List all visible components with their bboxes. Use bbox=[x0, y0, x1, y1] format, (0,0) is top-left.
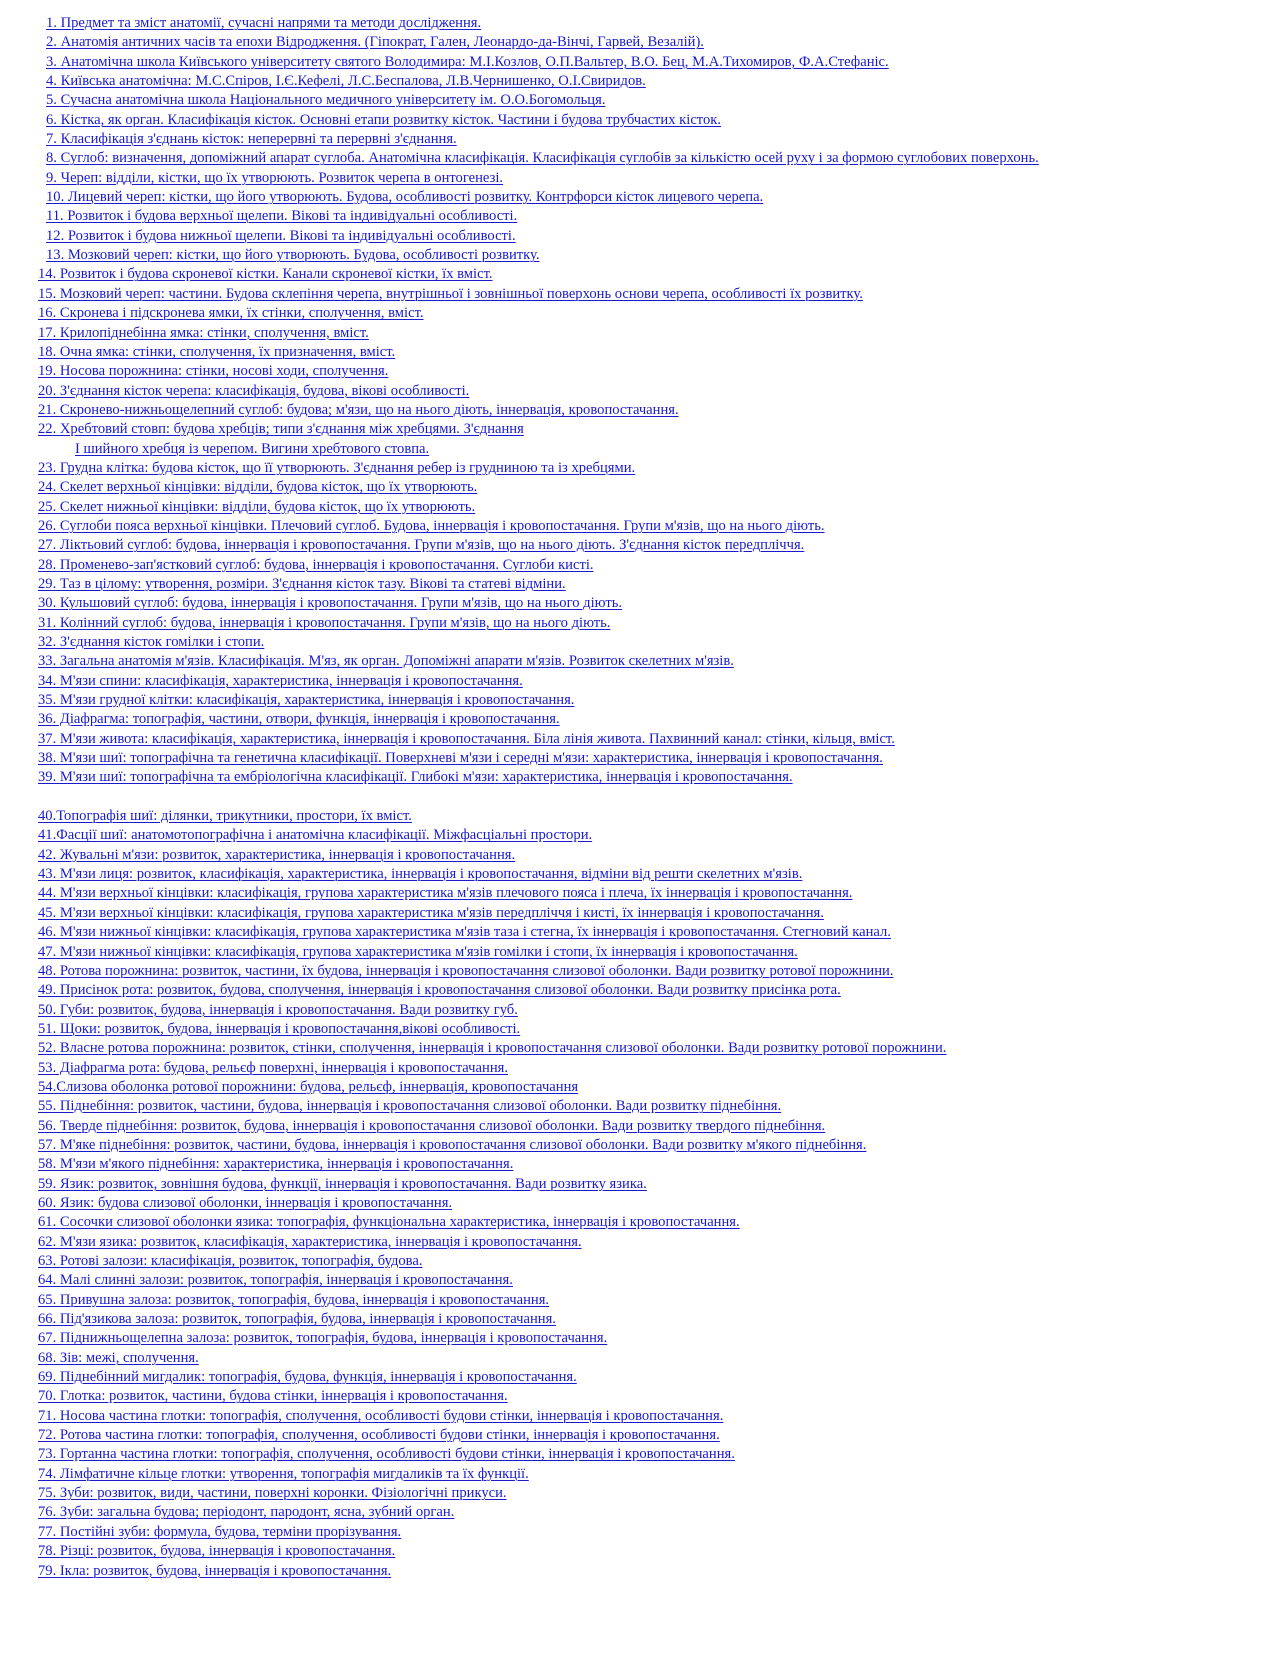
question-link[interactable]: 38. М'язи шиї: топографічна та генетична класифікації. Поверхневі м'язи і середні м'язи: характеристика, іннервація і кровопостачання. bbox=[38, 750, 883, 767]
list-item bbox=[38, 633, 1268, 652]
list-item bbox=[38, 943, 1268, 962]
question-link[interactable]: 29. Таз в цілому: утворення, розміри. З'єднання кісток тазу. Вікові та статеві відміни. bbox=[38, 575, 566, 592]
question-link[interactable]: 4. Київська анатомічна: М.С.Спіров, І.Є.Кефелі, Л.С.Беспалова, Л.В.Чернишенко, О.І.Свиридов. bbox=[46, 73, 646, 90]
question-link[interactable]: 39. М'язи шиї: топографічна та ембріологічна класифікації. Глибокі м'язи: характеристика, іннервація і кровопостачання. bbox=[38, 769, 793, 786]
list-item bbox=[38, 1368, 1268, 1387]
question-link[interactable]: 48. Ротова порожнина: розвиток, частини, їх будова, іннервація і кровопостачання слизової оболонки. Вади розвитку ротової порожнини. bbox=[38, 962, 894, 979]
list-item bbox=[38, 420, 1268, 439]
list-item bbox=[38, 1155, 1268, 1174]
question-link[interactable]: 1. Предмет та зміст анатомії, сучасні напрями та методи дослідження. bbox=[46, 15, 482, 31]
question-link[interactable]: 75. Зуби: розвиток, види, частини, поверхні коронки. Фізіологічні прикуси. bbox=[38, 1485, 507, 1502]
list-item bbox=[38, 710, 1268, 729]
list-item bbox=[38, 304, 1268, 323]
list-item bbox=[38, 1503, 1268, 1522]
question-link[interactable]: 46. М'язи нижньої кінцівки: класифікація, групова характеристика м'язів таза і стегна, їх іннервація і кровопостачання. Стегновий канал. bbox=[38, 924, 891, 941]
list-item bbox=[38, 730, 1268, 749]
list-item bbox=[38, 1329, 1268, 1348]
list-item bbox=[38, 962, 1268, 981]
list-item bbox=[38, 1175, 1268, 1194]
list-item bbox=[38, 207, 1268, 226]
question-link[interactable]: 76. Зуби: загальна будова; періодонт, пародонт, ясна, зубний орган. bbox=[38, 1504, 455, 1521]
list-item bbox=[38, 1233, 1268, 1252]
question-link[interactable]: 77. Постійні зуби: формула, будова, терміни прорізування. bbox=[38, 1523, 402, 1540]
list-item bbox=[38, 53, 1268, 72]
list-item bbox=[38, 1542, 1268, 1561]
question-link[interactable]: 32. З'єднання кісток гомілки і стопи. bbox=[38, 634, 265, 650]
list-item bbox=[38, 227, 1268, 246]
list-item bbox=[38, 1194, 1268, 1213]
list-item bbox=[38, 1387, 1268, 1406]
question-link[interactable]: 19. Носова порожнина: стінки, носові ходи, сполучення. bbox=[38, 363, 389, 380]
list-item bbox=[38, 72, 1268, 91]
question-link[interactable]: 64. Малі слинні залози: розвиток, топографія, іннервація і кровопостачання. bbox=[38, 1272, 513, 1289]
question-link[interactable]: 58. М'язи м'якого піднебіння: характеристика, іннервація і кровопостачання. bbox=[38, 1156, 514, 1173]
list-item bbox=[38, 343, 1268, 362]
question-link[interactable]: 5. Сучасна анатомічна школа Національного медичного університету ім. О.О.Богомольця. bbox=[46, 92, 606, 109]
list-item bbox=[38, 652, 1268, 671]
question-link[interactable]: 33. Загальна анатомія м'язів. Класифікація. М'яз, як орган. Допоміжні апарати м'язів. Розвиток скелетних м'язів. bbox=[38, 653, 734, 670]
list-item bbox=[38, 807, 1268, 826]
list-item bbox=[38, 188, 1268, 207]
question-link[interactable]: 2. Анатомія античних часів та епохи Відродження. (Гіпократ, Гален, Леонардо-да-Вінчі, Гарвей, Везалій). bbox=[46, 34, 704, 51]
list-item bbox=[38, 91, 1268, 110]
question-link[interactable]: 34. М'язи спини: класифікація, характеристика, іннервація і кровопостачання. bbox=[38, 672, 523, 689]
question-link[interactable]: 10. Лицевий череп: кістки, що його утворюють. Будова, особливості розвитку. Контрфорси кісток лицевого черепа. bbox=[46, 189, 764, 206]
question-link[interactable]: 3. Анатомічна школа Київського університету святого Володимира: М.І.Козлов, О.П.Вальтер, В.О. Бец, М.А.Тихомиров, Ф.А.Стефаніс. bbox=[46, 53, 889, 70]
list-item bbox=[38, 749, 1268, 768]
list-item bbox=[38, 1445, 1268, 1464]
list-item bbox=[38, 536, 1268, 555]
question-link[interactable]: 9. Череп: відділи, кістки, що їх утворюють. Розвиток черепа в онтогенезі. bbox=[46, 169, 504, 186]
question-link[interactable]: 63. Ротові залози: класифікація, розвиток, топографія, будова. bbox=[38, 1253, 423, 1269]
question-link[interactable]: 71. Носова частина глотки: топографія, сполучення, особливості будови стінки, іннервація і кровопостачання. bbox=[38, 1407, 724, 1424]
list-item bbox=[38, 1213, 1268, 1232]
question-link[interactable]: 11. Розвиток і будова верхньої щелепи. Вікові та індивідуальні особливості. bbox=[46, 208, 518, 225]
question-link[interactable]: 18. Очна ямка: стінки, сполучення, їх призначення, вміст. bbox=[38, 343, 396, 360]
question-link[interactable]: 50. Губи: розвиток, будова, іннервація і кровопостачання. Вади розвитку губ. bbox=[38, 1001, 518, 1018]
list-item bbox=[38, 478, 1268, 497]
question-link[interactable]: 49. Присінок рота: розвиток, будова, сполучення, іннервація і кровопостачання слизової оболонки. Вади розвитку присінка рота. bbox=[38, 982, 841, 999]
question-link[interactable]: 17. Крилопіднебінна ямка: стінки, сполучення, вміст. bbox=[38, 324, 369, 341]
list-item bbox=[38, 1039, 1268, 1058]
question-link[interactable]: 25. Скелет нижньої кінцівки: відділи, будова кісток, що їх утворюють. bbox=[38, 498, 476, 515]
question-link[interactable]: 57. М'яке піднебіння: розвиток, частини, будова, іннервація і кровопостачання слизової оболонки. Вади розвитку м'якого піднебіння. bbox=[38, 1136, 867, 1153]
question-link[interactable]: 67. Піднижньощелепна залоза: розвиток, топографія, будова, іннервація і кровопостачання. bbox=[38, 1330, 608, 1347]
question-link[interactable]: 72. Ротова частина глотки: топографія, сполучення, особливості будови стінки, іннервація і кровопостачання. bbox=[38, 1427, 720, 1444]
question-link[interactable]: 54.Слизова оболонка ротової порожнини: будова, рельєф, іннервація, кровопостачання bbox=[38, 1078, 579, 1095]
list-item bbox=[38, 981, 1268, 1000]
list-item bbox=[38, 691, 1268, 710]
list-item bbox=[38, 459, 1268, 478]
list-item bbox=[38, 865, 1268, 884]
question-link[interactable]: 30. Кульшовий суглоб: будова, іннервація і кровопостачання. Групи м'язів, що на нього діють. bbox=[38, 595, 623, 612]
list-item bbox=[38, 324, 1268, 343]
question-link[interactable]: 69. Піднебінний мигдалик: топографія, будова, функція, іннервація і кровопостачання. bbox=[38, 1369, 577, 1386]
question-link[interactable]: 14. Розвиток і будова скроневої кістки. Канали скроневої кістки, їх вміст. bbox=[38, 266, 493, 283]
list-item bbox=[38, 884, 1268, 903]
list-item bbox=[38, 1426, 1268, 1445]
list-item bbox=[38, 130, 1268, 149]
list-item bbox=[38, 672, 1268, 691]
question-link[interactable]: 8. Суглоб: визначення, допоміжний апарат суглоба. Анатомічна класифікація. Класифікація суглобів за кількістю осей руху і за формою суглобових поверхонь. bbox=[46, 150, 1039, 167]
list-item bbox=[38, 556, 1268, 575]
question-link[interactable]: 62. М'язи язика: розвиток, класифікація, характеристика, іннервація і кровопостачання. bbox=[38, 1233, 582, 1250]
question-link[interactable]: 61. Сосочки слизової оболонки язика: топографія, функціональна характеристика, іннервація і кровопостачання. bbox=[38, 1214, 740, 1231]
list-item bbox=[38, 1465, 1268, 1484]
question-link[interactable]: 22. Хребтовий стовп: будова хребців; типи з'єднання між хребцями. З'єднання bbox=[38, 421, 524, 438]
question-link[interactable]: 55. Піднебіння: розвиток, частини, будова, іннервація і кровопостачання слизової оболонки. Вади розвитку піднебіння. bbox=[38, 1098, 782, 1115]
list-item bbox=[38, 285, 1268, 304]
question-link[interactable]: 36. Діафрагма: топографія, частини, отвори, функція, іннервація і кровопостачання. bbox=[38, 711, 560, 728]
question-link[interactable]: 23. Грудна клітка: будова кісток, що її утворюють. З'єднання ребер із грудниною та із хребцями. bbox=[38, 459, 636, 476]
list-item bbox=[38, 904, 1268, 923]
question-link[interactable]: 73. Гортанна частина глотки: топографія, сполучення, особливості будови стінки, іннервація і кровопостачання. bbox=[38, 1446, 735, 1463]
list-item bbox=[38, 1136, 1268, 1155]
list-item bbox=[38, 594, 1268, 613]
question-link[interactable]: 13. Мозковий череп: кістки, що його утворюють. Будова, особливості розвитку. bbox=[46, 247, 540, 264]
question-link[interactable]: 26. Суглоби пояса верхньої кінцівки. Плечовий суглоб. Будова, іннервація і кровопостачання. Групи м'язів, що на нього діють. bbox=[38, 517, 825, 534]
question-link[interactable]: 70. Глотка: розвиток, частини, будова стінки, іннервація і кровопостачання. bbox=[38, 1388, 508, 1405]
question-link[interactable]: 79. Ікла: розвиток, будова, іннервація і кровопостачання. bbox=[38, 1562, 392, 1579]
list-item bbox=[38, 440, 1268, 459]
list-item bbox=[38, 1252, 1268, 1271]
question-link[interactable]: 51. Щоки: розвиток, будова, іннервація і кровопостачання,вікові особливості. bbox=[38, 1020, 521, 1037]
question-link[interactable]: 37. М'язи живота: класифікація, характеристика, іннервація і кровопостачання. Біла лінія живота. Пахвинний канал: стінки, кільця, вміст. bbox=[38, 730, 895, 747]
list-item bbox=[38, 1001, 1268, 1020]
list-item bbox=[38, 362, 1268, 381]
list-item bbox=[38, 1291, 1268, 1310]
question-link[interactable]: 6. Кістка, як орган. Класифікація кісток. Основні етапи розвитку кісток. Частини і будова трубчастих кісток. bbox=[46, 111, 722, 128]
list-item bbox=[38, 1097, 1268, 1116]
question-link[interactable]: 47. М'язи нижньої кінцівки: класифікація, групова характеристика м'язів гомілки і стопи, їх іннервація і кровопостачання. bbox=[38, 943, 798, 960]
question-link[interactable]: 42. Жувальні м'язи: розвиток, характеристика, іннервація і кровопостачання. bbox=[38, 846, 516, 863]
question-link[interactable]: 21. Скронево-нижньощелепний суглоб: будова; м'язи, що на нього діють, іннервація, кровопостачання. bbox=[38, 401, 679, 418]
list-item bbox=[38, 1271, 1268, 1290]
question-link[interactable]: I шийного хребця із черепом. Вигини хребтового стовпа. bbox=[75, 440, 430, 457]
question-link[interactable]: 45. М'язи верхньої кінцівки: класифікація, групова характеристика м'язів передпліччя і кисті, їх іннервація і кровопостачання. bbox=[38, 904, 824, 921]
list-item bbox=[38, 1562, 1268, 1581]
list-item bbox=[38, 1059, 1268, 1078]
question-link[interactable]: 40.Топографія шиї: ділянки, трикутники, простори, їх вміст. bbox=[38, 808, 412, 825]
question-link[interactable]: 28. Променево-зап'ястковий суглоб: будова, іннервація і кровопостачання. Суглоби кисті. bbox=[38, 556, 594, 573]
question-link[interactable]: 27. Ліктьовий суглоб: будова, іннервація і кровопостачання. Групи м'язів, що на нього діють. З'єднання кісток передпліччя. bbox=[38, 537, 805, 554]
list-item bbox=[38, 14, 1268, 33]
question-link[interactable]: 41.Фасції шиї: анатомотопографічна і анатомічна класифікації. Міжфасціальні простори. bbox=[38, 827, 593, 844]
question-link[interactable]: 43. М'язи лиця: розвиток, класифікація, характеристика, іннервація і кровопостачання, відміни від решти скелетних м'язів. bbox=[38, 866, 803, 883]
question-link[interactable]: 12. Розвиток і будова нижньої щелепи. Вікові та індивідуальні особливості. bbox=[46, 227, 516, 244]
list-item bbox=[38, 265, 1268, 284]
question-link[interactable]: 35. М'язи грудної клітки: класифікація, характеристика, іннервація і кровопостачання. bbox=[38, 692, 575, 709]
list-item bbox=[38, 826, 1268, 845]
question-link[interactable]: 44. М'язи верхньої кінцівки: класифікація, групова характеристика м'язів плечового пояса і плеча, їх іннервація і кровопостачання. bbox=[38, 885, 853, 902]
question-link[interactable]: 68. Зів: межі, сполучення. bbox=[38, 1349, 199, 1366]
question-link[interactable]: 16. Скронева і підскронева ямки, їх стінки, сполучення, вміст. bbox=[38, 305, 424, 322]
question-link[interactable]: 24. Скелет верхньої кінцівки: відділи, будова кісток, що їх утворюють. bbox=[38, 479, 478, 496]
question-link[interactable]: 66. Під'язикова залоза: розвиток, топографія, будова, іннервація і кровопостачання. bbox=[38, 1311, 556, 1328]
list-item bbox=[38, 401, 1268, 420]
list-item bbox=[38, 111, 1268, 130]
question-link[interactable]: 53. Діафрагма рота: будова, рельєф поверхні, іннервація і кровопостачання. bbox=[38, 1059, 508, 1076]
list-item bbox=[38, 1407, 1268, 1426]
list-item bbox=[38, 1310, 1268, 1329]
question-link[interactable]: 31. Колінний суглоб: будова, іннервація і кровопостачання. Групи м'язів, що на нього діють. bbox=[38, 614, 611, 631]
question-link[interactable]: 15. Мозковий череп: частини. Будова склепіння черепа, внутрішньої і зовнішньої поверхонь основи черепа, особливості їх розвитку. bbox=[38, 285, 863, 302]
list-item bbox=[38, 614, 1268, 633]
blank-line bbox=[38, 788, 1268, 807]
list-item bbox=[38, 768, 1268, 787]
list-item bbox=[38, 149, 1268, 168]
list-item bbox=[38, 1349, 1268, 1368]
list-item bbox=[38, 169, 1268, 188]
question-link[interactable]: 74. Лімфатичне кільце глотки: утворення, топографія мигдаликів та їх функції. bbox=[38, 1465, 529, 1482]
list-item bbox=[38, 846, 1268, 865]
list-item bbox=[38, 382, 1268, 401]
list-item bbox=[38, 246, 1268, 265]
exam-questions-list bbox=[38, 14, 1268, 1581]
list-item bbox=[38, 498, 1268, 517]
question-link[interactable]: 65. Привушна залоза: розвиток, топографія, будова, іннервація і кровопостачання. bbox=[38, 1291, 550, 1308]
list-item bbox=[38, 1523, 1268, 1542]
list-item bbox=[38, 1484, 1268, 1503]
list-item bbox=[38, 923, 1268, 942]
question-link[interactable]: 52. Власне ротова порожнина: розвиток, стінки, сполучення, іннервація і кровопостачання слизової оболонки. Вади розвитку ротової порожнини. bbox=[38, 1040, 947, 1057]
question-link[interactable]: 20. З'єднання кісток черепа: класифікація, будова, вікові особливості. bbox=[38, 382, 470, 399]
list-item bbox=[38, 1117, 1268, 1136]
question-link[interactable]: 78. Різці: розвиток, будова, іннервація і кровопостачання. bbox=[38, 1543, 396, 1560]
question-link[interactable]: 7. Класифікація з'єднань кісток: неперервні та перервні з'єднання. bbox=[46, 131, 457, 148]
list-item bbox=[38, 575, 1268, 594]
list-item bbox=[38, 1078, 1268, 1097]
question-link[interactable]: 56. Тверде піднебіння: розвиток, будова, іннервація і кровопостачання слизової оболонки. Вади розвитку твердого піднебіння. bbox=[38, 1117, 826, 1134]
question-link[interactable]: 59. Язик: розвиток, зовнішня будова, функції, іннервація і кровопостачання. Вади розвитку язика. bbox=[38, 1175, 647, 1192]
list-item bbox=[38, 517, 1268, 536]
question-link[interactable]: 60. Язик: будова слизової оболонки, іннервація і кровопостачання. bbox=[38, 1194, 453, 1211]
list-item bbox=[38, 33, 1268, 52]
list-item bbox=[38, 1020, 1268, 1039]
